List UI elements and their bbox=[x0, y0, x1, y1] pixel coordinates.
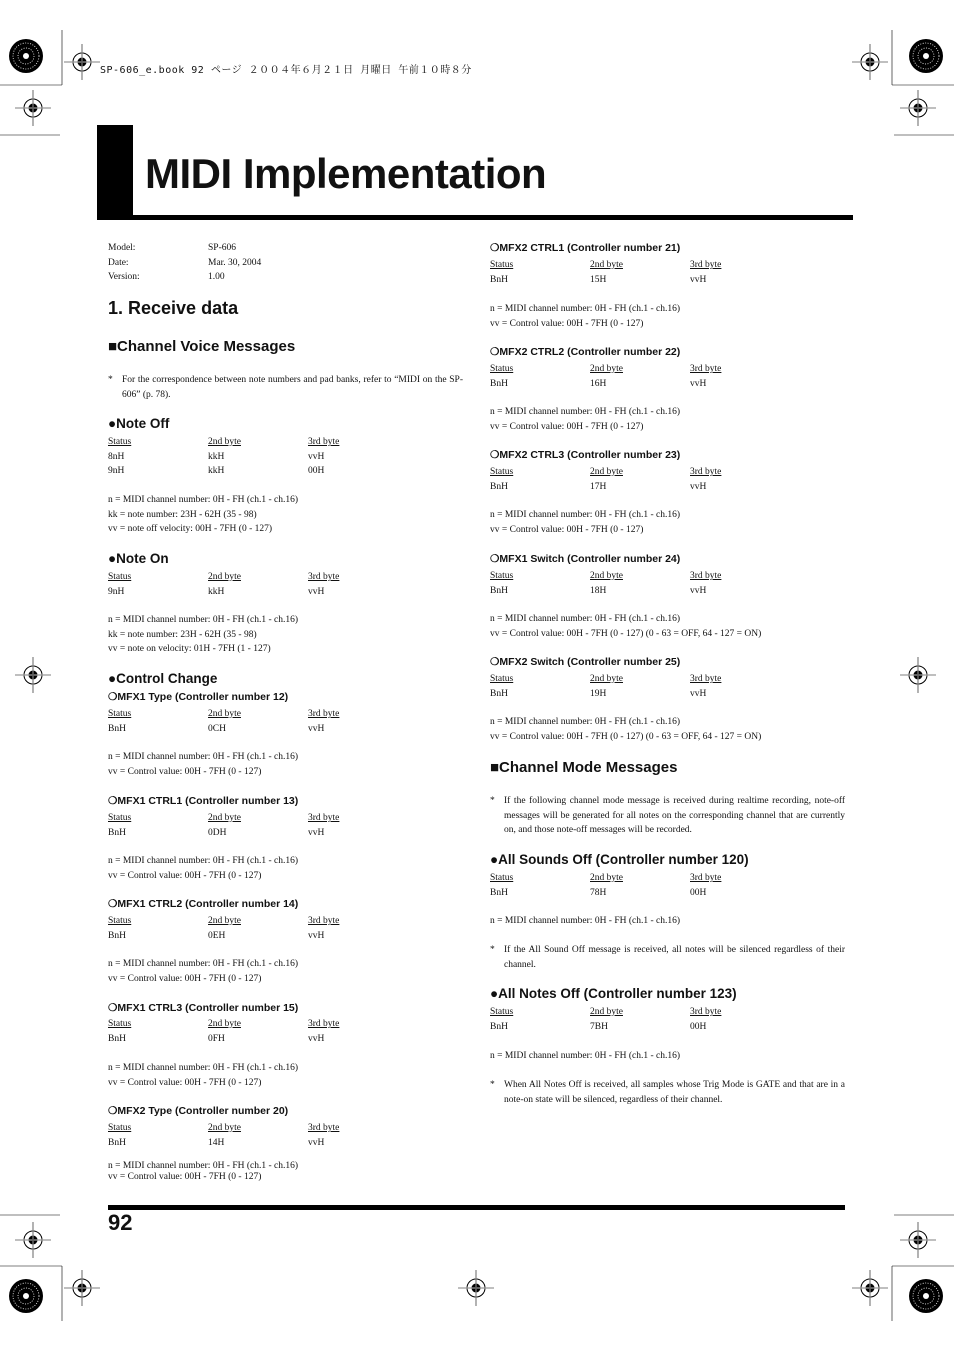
message-table bbox=[108, 707, 408, 736]
message-table bbox=[490, 465, 790, 494]
title-block bbox=[97, 125, 133, 219]
col-header: 3rd byte bbox=[690, 467, 722, 477]
cell: vvH bbox=[690, 378, 707, 389]
col-header: Status bbox=[490, 364, 514, 374]
cell: vvH bbox=[308, 723, 325, 734]
footnote bbox=[108, 373, 463, 403]
controller-heading: ❍MFX1 CTRL2 (Controller number 14) bbox=[108, 898, 299, 910]
message-table bbox=[490, 672, 790, 701]
title-rule bbox=[97, 215, 853, 220]
col-header: 2nd byte bbox=[208, 1123, 241, 1133]
col-header: Status bbox=[108, 1019, 132, 1029]
col-header: 2nd byte bbox=[590, 467, 623, 477]
note-line: vv = Control value: 00H - 7FH (0 - 127) bbox=[490, 421, 644, 432]
cell: 0EH bbox=[208, 930, 226, 941]
controller-heading: ❍MFX1 CTRL1 (Controller number 13) bbox=[108, 795, 299, 807]
col-header: 2nd byte bbox=[590, 571, 623, 581]
cell: kkH bbox=[208, 466, 225, 476]
footnote-text: When All Notes Off is received, all samples whose Trig Mode is GATE and that are in a note-on state will be silenced, regardless of their channel. bbox=[504, 1080, 845, 1105]
message-heading: ●Note Off bbox=[108, 416, 170, 431]
note-line: n = MIDI channel number: 0H - FH (ch.1 - ch.16) bbox=[108, 495, 299, 505]
message-heading: ●All Sounds Off (Controller number 120) bbox=[490, 852, 749, 867]
note-line: vv = Control value: 00H - 7FH (0 - 127) bbox=[490, 318, 644, 329]
controller-heading: ❍MFX1 Switch (Controller number 24) bbox=[490, 553, 681, 565]
note-line: vv = note on velocity: 01H - 7FH (1 - 127) bbox=[108, 644, 271, 654]
cell: BnH bbox=[108, 723, 126, 734]
meta-value: Mar. 30, 2004 bbox=[208, 257, 262, 268]
message-notes bbox=[108, 957, 298, 986]
cell: 17H bbox=[590, 481, 607, 492]
col-header: 3rd byte bbox=[690, 571, 722, 581]
message-notes bbox=[108, 750, 298, 779]
cell: BnH bbox=[490, 585, 508, 596]
footnote-text: For the correspondence between note numbers and pad banks, refer to “MIDI on the SP-606” (p. 78). bbox=[122, 375, 463, 400]
note-line: n = MIDI channel number: 0H - FH (ch.1 - ch.16) bbox=[108, 615, 299, 625]
col-header: 3rd byte bbox=[308, 572, 340, 582]
note-line: n = MIDI channel number: 0H - FH (ch.1 - ch.16) bbox=[490, 717, 681, 727]
controller-heading: ❍MFX2 Switch (Controller number 25) bbox=[490, 656, 681, 668]
footnote bbox=[490, 794, 845, 839]
col-header: Status bbox=[490, 467, 514, 477]
meta-value: SP-606 bbox=[208, 243, 236, 253]
message-heading: ●Control Change bbox=[108, 671, 218, 686]
file-header-line: SP-606_e.book 92 ページ ２００４年６月２１日 月曜日 午前１０時８分 bbox=[100, 65, 472, 76]
col-header: 2nd byte bbox=[590, 364, 623, 374]
subsection-heading: ■Channel Mode Messages bbox=[490, 759, 678, 776]
note-line: n = MIDI channel number: 0H - FH (ch.1 - ch.16) bbox=[490, 1051, 681, 1061]
col-header: 2nd byte bbox=[208, 1019, 241, 1029]
footnote-text: If the following channel mode message is received during realtime recording, note-off messages will be generated for all notes on the corresponding channel that are currently on, and those note-off messages will be recorded. bbox=[504, 796, 845, 835]
footnote-mark: * bbox=[490, 945, 495, 955]
col-header: 3rd byte bbox=[308, 1123, 340, 1133]
note-line: n = MIDI channel number: 0H - FH (ch.1 - ch.16) bbox=[490, 614, 681, 624]
cell: 0DH bbox=[208, 827, 227, 838]
message-table bbox=[490, 871, 790, 900]
col-header: 3rd byte bbox=[308, 1019, 340, 1029]
cell: BnH bbox=[108, 1033, 126, 1044]
note-line: vv = note off velocity: 00H - 7FH (0 - 127) bbox=[108, 524, 273, 534]
cell: BnH bbox=[490, 887, 508, 898]
footnote bbox=[490, 943, 845, 973]
note-line: vv = Control value: 00H - 7FH (0 - 127) bbox=[490, 524, 644, 535]
meta-key: Model: bbox=[108, 243, 136, 253]
col-header: 3rd byte bbox=[308, 709, 340, 719]
cell: 00H bbox=[690, 887, 707, 898]
cell: 8nH bbox=[108, 451, 125, 462]
cell: 00H bbox=[308, 466, 325, 476]
note-line: n = MIDI channel number: 0H - FH (ch.1 - ch.16) bbox=[490, 407, 681, 417]
message-table bbox=[490, 258, 790, 287]
message-notes bbox=[490, 612, 761, 641]
cell: vvH bbox=[690, 481, 707, 492]
note-line: n = MIDI channel number: 0H - FH (ch.1 - ch.16) bbox=[490, 304, 681, 314]
meta-key: Version: bbox=[108, 272, 140, 282]
col-header: 2nd byte bbox=[590, 873, 623, 883]
cell: vvH bbox=[308, 827, 325, 838]
controller-heading: ❍MFX2 CTRL2 (Controller number 22) bbox=[490, 346, 681, 358]
cell: BnH bbox=[108, 1137, 126, 1148]
message-notes bbox=[108, 1161, 298, 1183]
cell: vvH bbox=[308, 451, 325, 462]
note-line: n = MIDI channel number: 0H - FH (ch.1 - ch.16) bbox=[490, 510, 681, 520]
footnote-mark: * bbox=[490, 796, 495, 806]
message-notes bbox=[490, 715, 761, 744]
cell: 00H bbox=[690, 1021, 707, 1032]
col-header: 3rd byte bbox=[690, 364, 722, 374]
col-header: 2nd byte bbox=[590, 674, 623, 684]
section-heading: 1. Receive data bbox=[108, 298, 239, 318]
col-header: 2nd byte bbox=[208, 916, 241, 926]
message-table bbox=[108, 1121, 408, 1150]
message-heading: ●Note On bbox=[108, 551, 169, 566]
note-line: vv = Control value: 00H - 7FH (0 - 127) bbox=[108, 870, 262, 881]
cell: BnH bbox=[490, 481, 508, 492]
message-table bbox=[108, 570, 408, 599]
cell: BnH bbox=[108, 827, 126, 838]
message-notes bbox=[108, 613, 298, 657]
col-header: 2nd byte bbox=[208, 437, 241, 447]
note-line: vv = Control value: 00H - 7FH (0 - 127) bbox=[108, 973, 262, 984]
note-line: n = MIDI channel number: 0H - FH (ch.1 - ch.16) bbox=[108, 1063, 299, 1073]
cell: vvH bbox=[308, 1137, 325, 1148]
message-table bbox=[490, 569, 790, 598]
meta-value: 1.00 bbox=[208, 272, 225, 282]
note-line: vv = Control value: 00H - 7FH (0 - 127) bbox=[108, 1172, 262, 1182]
col-header: Status bbox=[490, 873, 514, 883]
note-line: n = MIDI channel number: 0H - FH (ch.1 - ch.16) bbox=[108, 752, 299, 762]
message-table bbox=[108, 914, 408, 943]
note-line: vv = Control value: 00H - 7FH (0 - 127) bbox=[108, 766, 262, 777]
message-table bbox=[108, 1017, 408, 1046]
col-header: Status bbox=[108, 572, 132, 582]
cell: BnH bbox=[490, 688, 508, 699]
cell: 15H bbox=[590, 274, 607, 285]
message-notes bbox=[490, 302, 680, 331]
controller-heading: ❍MFX2 CTRL1 (Controller number 21) bbox=[490, 242, 681, 254]
cell: BnH bbox=[490, 1021, 508, 1032]
col-header: 2nd byte bbox=[208, 709, 241, 719]
col-header: 2nd byte bbox=[590, 1007, 623, 1017]
note-line: vv = Control value: 00H - 7FH (0 - 127) (0 - 63 = OFF, 64 - 127 = ON) bbox=[490, 731, 762, 742]
cell: vvH bbox=[690, 274, 707, 285]
controller-heading: ❍MFX1 Type (Controller number 12) bbox=[108, 691, 289, 703]
message-notes bbox=[490, 508, 680, 537]
footnote bbox=[490, 1078, 845, 1108]
cell: 18H bbox=[590, 585, 607, 596]
cell: 19H bbox=[590, 688, 607, 699]
note-line: vv = Control value: 00H - 7FH (0 - 127) bbox=[108, 1077, 262, 1088]
note-line: n = MIDI channel number: 0H - FH (ch.1 - ch.16) bbox=[490, 916, 681, 926]
subsection-heading: ■Channel Voice Messages bbox=[108, 338, 296, 355]
col-header: Status bbox=[108, 709, 132, 719]
cell: 14H bbox=[208, 1137, 225, 1148]
cell: BnH bbox=[490, 378, 508, 389]
cell: vvH bbox=[308, 1033, 325, 1044]
cell: 0CH bbox=[208, 723, 226, 734]
message-notes bbox=[108, 854, 298, 883]
col-header: 3rd byte bbox=[308, 437, 340, 447]
cell: kkH bbox=[208, 451, 225, 462]
note-line: n = MIDI channel number: 0H - FH (ch.1 - ch.16) bbox=[108, 1161, 299, 1171]
note-line: vv = Control value: 00H - 7FH (0 - 127) (0 - 63 = OFF, 64 - 127 = ON) bbox=[490, 628, 762, 639]
controller-heading: ❍MFX1 CTRL3 (Controller number 15) bbox=[108, 1002, 299, 1014]
meta-key: Date: bbox=[108, 257, 129, 268]
col-header: Status bbox=[108, 1123, 132, 1133]
col-header: 3rd byte bbox=[690, 1007, 722, 1017]
cell: vvH bbox=[308, 586, 325, 597]
col-header: 2nd byte bbox=[208, 813, 241, 823]
message-heading: ●All Notes Off (Controller number 123) bbox=[490, 986, 737, 1001]
message-table bbox=[108, 811, 408, 840]
col-header: 3rd byte bbox=[690, 873, 722, 883]
message-table bbox=[108, 435, 408, 479]
col-header: 2nd byte bbox=[208, 572, 241, 582]
cell: BnH bbox=[490, 274, 508, 285]
message-notes bbox=[108, 493, 298, 537]
message-notes bbox=[490, 405, 680, 434]
page-number: 92 bbox=[108, 1210, 133, 1235]
col-header: 3rd byte bbox=[308, 916, 340, 926]
cell: 16H bbox=[590, 378, 607, 389]
footer-rule bbox=[108, 1205, 845, 1210]
col-header: 3rd byte bbox=[690, 260, 722, 270]
message-table bbox=[490, 1005, 790, 1034]
footnote-mark: * bbox=[490, 1080, 495, 1090]
page-title: MIDI Implementation bbox=[145, 150, 547, 197]
col-header: 3rd byte bbox=[308, 813, 340, 823]
col-header: Status bbox=[108, 916, 132, 926]
cell: kkH bbox=[208, 586, 225, 597]
cell: vvH bbox=[690, 585, 707, 596]
col-header: Status bbox=[490, 571, 514, 581]
cell: 0FH bbox=[208, 1033, 225, 1044]
col-header: Status bbox=[490, 1007, 514, 1017]
note-line: n = MIDI channel number: 0H - FH (ch.1 - ch.16) bbox=[108, 856, 299, 866]
controller-heading: ❍MFX2 Type (Controller number 20) bbox=[108, 1105, 289, 1117]
document-meta bbox=[108, 241, 261, 285]
footnote-text: If the All Sound Off message is received, all notes will be silenced regardless of their channel. bbox=[504, 945, 845, 970]
cell: 7BH bbox=[590, 1021, 608, 1032]
col-header: Status bbox=[108, 813, 132, 823]
message-table bbox=[490, 362, 790, 391]
note-line: n = MIDI channel number: 0H - FH (ch.1 - ch.16) bbox=[108, 959, 299, 969]
footnote-mark: * bbox=[108, 375, 113, 385]
message-notes bbox=[108, 1061, 298, 1090]
col-header: 2nd byte bbox=[590, 260, 623, 270]
controller-heading: ❍MFX2 CTRL3 (Controller number 23) bbox=[490, 449, 681, 461]
cell: 9nH bbox=[108, 586, 125, 597]
note-line: kk = note number: 23H - 62H (35 - 98) bbox=[108, 509, 257, 520]
col-header: Status bbox=[108, 437, 132, 447]
cell: 78H bbox=[590, 887, 607, 898]
col-header: Status bbox=[490, 260, 514, 270]
cell: BnH bbox=[108, 930, 126, 941]
cell: 9nH bbox=[108, 466, 125, 476]
cell: vvH bbox=[308, 930, 325, 941]
cell: vvH bbox=[690, 688, 707, 699]
col-header: Status bbox=[490, 674, 514, 684]
col-header: 3rd byte bbox=[690, 674, 722, 684]
note-line: kk = note number: 23H - 62H (35 - 98) bbox=[108, 629, 257, 640]
